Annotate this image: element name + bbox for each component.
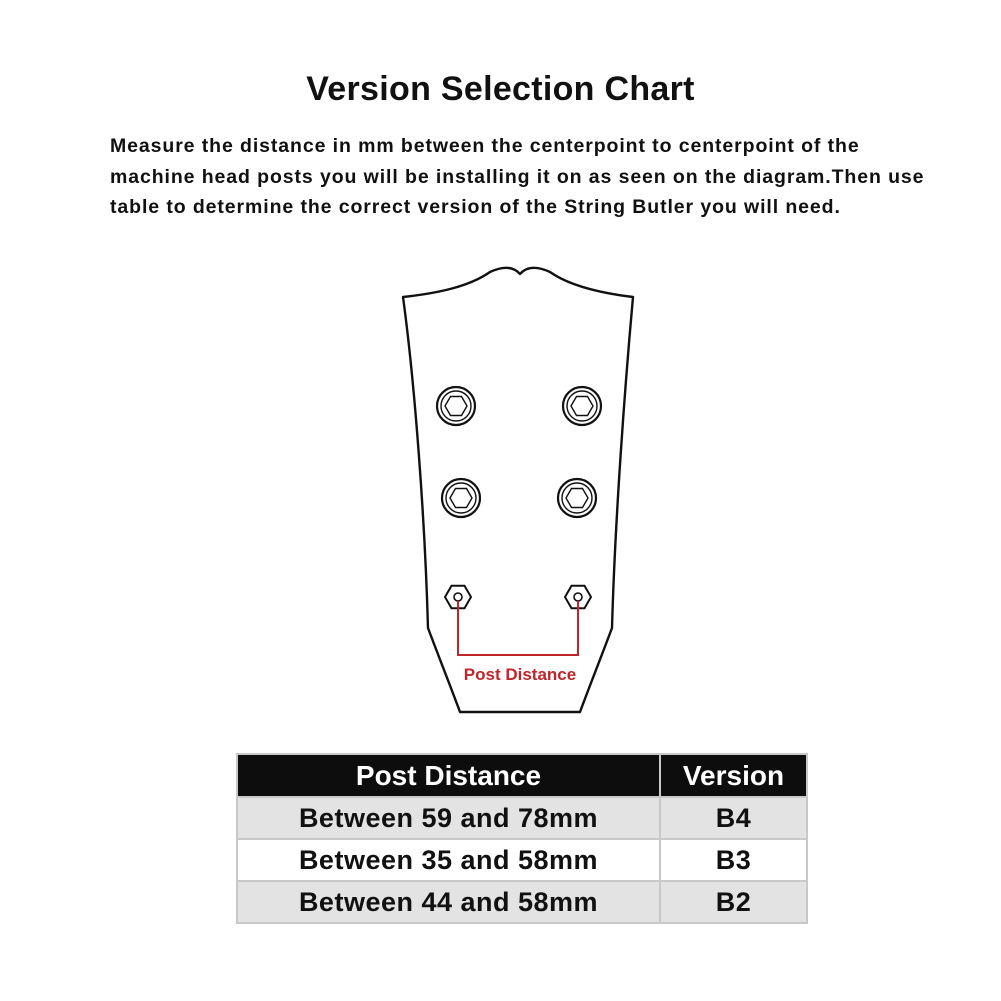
- row-post-distance: Between 59 and 78mm: [237, 797, 660, 839]
- row-version: B2: [660, 881, 807, 923]
- page-title: Version Selection Chart: [306, 70, 695, 108]
- instructions-line-3: table to determine the correct version of the String Butler you will need.: [110, 196, 841, 218]
- row-post-distance: Between 35 and 58mm: [237, 839, 660, 881]
- row-post-distance: Between 44 and 58mm: [237, 881, 660, 923]
- header-version: Version: [660, 754, 807, 797]
- tuner-post-middle-right: [558, 479, 596, 517]
- tuner-post-middle-left: [442, 479, 480, 517]
- row-version: B4: [660, 797, 807, 839]
- instructions-line-2: machine head posts you will be installing it on as seen on the diagram.Then use: [110, 165, 925, 188]
- table-row: [237, 881, 807, 923]
- table-row: [237, 839, 807, 881]
- row-version: B3: [660, 839, 807, 881]
- tuner-post-upper-left: [437, 387, 475, 425]
- table-header-row: [237, 754, 807, 797]
- headstock-outline: [403, 268, 633, 712]
- tuner-post-upper-right: [563, 387, 601, 425]
- instructions-line-1: Measure the distance in mm between the centerpoint to centerpoint of the: [110, 135, 860, 157]
- header-post-distance: Post Distance: [237, 754, 660, 797]
- version-table: [236, 753, 808, 924]
- table-row: [237, 797, 807, 839]
- headstock-diagram: [390, 255, 650, 730]
- instructions-text: [110, 131, 960, 223]
- post-distance-label: Post Distance: [463, 665, 577, 684]
